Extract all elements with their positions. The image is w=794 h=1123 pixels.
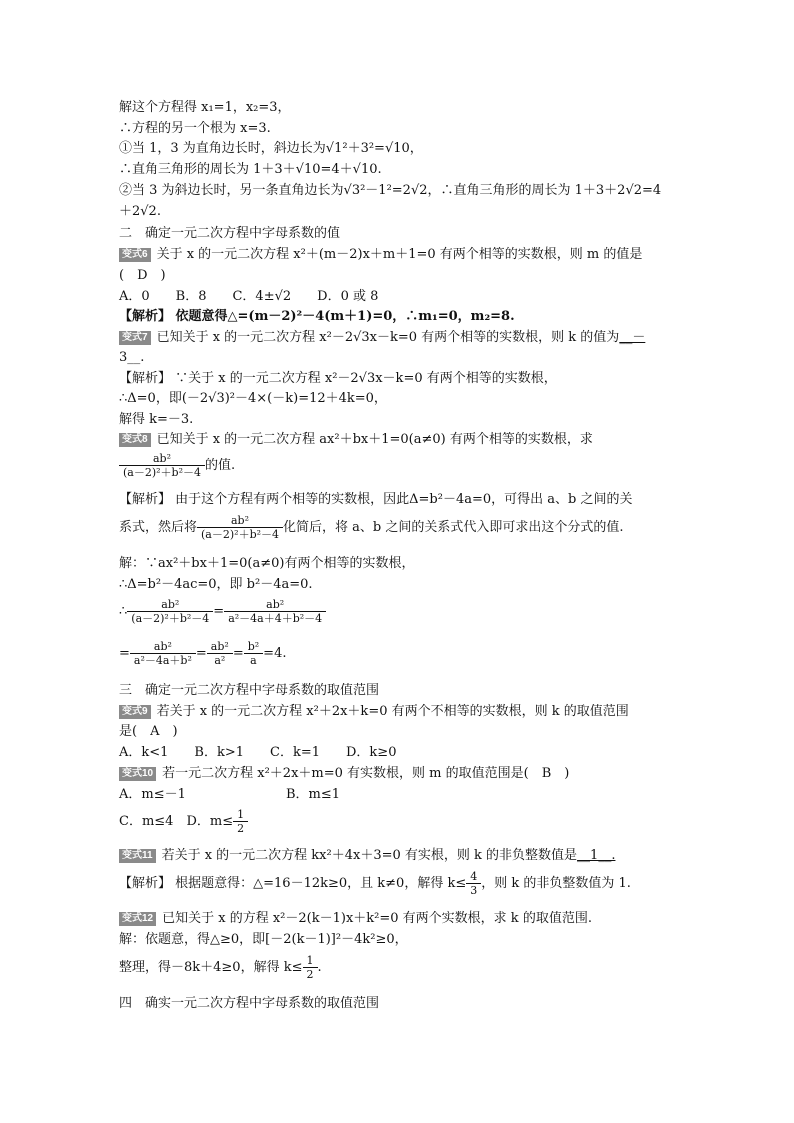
numerator: b² <box>244 640 263 654</box>
text: = <box>232 646 244 661</box>
analysis-line: 【解析】 ∵关于 x 的一元二次方程 x²－2√3x－k=0 有两个相等的实数根， <box>119 371 557 386</box>
denominator: (a－2)²＋b²－4 <box>201 528 280 541</box>
denominator: (a－2)²＋b²－4 <box>123 466 201 479</box>
text-line: ②当 3 为斜边长时，另一条直角边长为√3²－1²=2√2，∴直角三角形的周长为 1＋3＋2√2=4 <box>119 183 662 198</box>
text: . <box>317 960 322 975</box>
text: 系式，然后将 <box>119 520 198 535</box>
exercise-text: 若一元二次方程 x²＋2x＋m=0 有实数根，则 m 的取值范围是( B ) <box>162 766 570 781</box>
text: = <box>213 604 225 619</box>
exercise-12 <box>119 911 592 927</box>
fraction <box>224 598 326 625</box>
options-line <box>119 808 248 836</box>
analysis-line: 【解析】 由于这个方程有两个相等的实数根，因此Δ=b²－4a=0，可得出 a、b 之间的关 <box>119 492 633 507</box>
option-a: A．m≤－1 <box>119 787 186 802</box>
exercise-text: 已知关于 x 的一元二次方程 x²－2√3x－k=0 有两个相等的实数根，则 k 的值为 <box>156 330 620 345</box>
denominator: a²－4a＋b² <box>133 654 192 667</box>
option-b: B．m≤1 <box>286 787 341 802</box>
denominator: a²－4a＋4＋b²－4 <box>228 612 323 625</box>
answer-choice: 是( A ) <box>119 724 178 739</box>
fraction <box>197 514 283 541</box>
exercise-badge: 变式12 <box>119 912 156 926</box>
numerator: 1 <box>233 808 248 822</box>
options-line: A．0 B．8 C．4±√2 D．0 或 8 <box>119 289 379 304</box>
solution-line <box>119 640 286 668</box>
text-line: ∴方程的另一个根为 x=3. <box>119 121 271 136</box>
solution-line <box>119 598 326 626</box>
exercise-badge: 变式9 <box>119 705 151 719</box>
text: =4. <box>263 646 287 661</box>
fraction <box>466 870 481 897</box>
answer-blank: __－ <box>619 330 646 345</box>
fraction <box>127 598 213 625</box>
text-line: ①当 1，3 为直角边长时，斜边长为√1²＋3²=√10， <box>119 141 423 156</box>
denominator: a <box>250 654 257 667</box>
text: 的值. <box>205 458 236 473</box>
exercise-text: 已知关于 x 的方程 x²－2(k－1)x＋k²=0 有两个实数根，求 k 的取值范围. <box>162 911 592 926</box>
exercise-badge: 变式8 <box>119 433 151 447</box>
analysis-line: 【解析】 依题意得△=(m－2)²－4(m＋1)=0，∴m₁=0，m₂=8. <box>119 309 515 324</box>
numerator: ab² <box>224 598 326 612</box>
text: ，则 k 的非负整数值为 1. <box>481 876 631 891</box>
fraction <box>244 640 263 667</box>
numerator: 1 <box>303 954 318 968</box>
analysis-line <box>119 870 631 898</box>
exercise-8 <box>119 432 593 448</box>
text: = <box>119 646 130 661</box>
solution-line: 解：依题意，得△≥0，即[－2(k－1)]²－4k²≥0， <box>119 932 408 947</box>
exercise-badge: 变式10 <box>119 767 156 781</box>
text-line: ∴直角三角形的周长为 1＋3＋√10=4＋√10. <box>119 162 382 177</box>
numerator: ab² <box>130 640 196 654</box>
numerator: ab² <box>119 452 205 466</box>
numerator: ab² <box>207 640 233 654</box>
section-heading: 四 确实一元二次方程中字母系数的取值范围 <box>119 996 380 1011</box>
denominator: 2 <box>306 968 314 981</box>
exercise-text: 若关于 x 的一元二次方程 x²＋2x＋k=0 有两个不相等的实数根，则 k 的取值范围 <box>156 704 629 719</box>
denominator: (a－2)²＋b²－4 <box>131 612 210 625</box>
solution-line <box>119 954 322 982</box>
section-heading: 三 确定一元二次方程中字母系数的取值范围 <box>119 683 380 698</box>
exercise-badge: 变式11 <box>119 849 156 863</box>
analysis-line: ∴Δ=0，即(－2√3)²－4×(－k)=12＋4k=0， <box>119 391 387 406</box>
fraction <box>130 640 196 667</box>
exercise-text: 若关于 x 的一元二次方程 kx²＋4x＋3=0 有实根，则 k 的非负整数值是 <box>161 848 578 863</box>
exercise-9 <box>119 704 629 720</box>
analysis-line <box>119 514 624 541</box>
text: C．m≤4 D．m≤ <box>119 814 234 829</box>
text-line: 解这个方程得 x₁=1，x₂=3， <box>119 100 291 115</box>
denominator: 2 <box>237 822 245 835</box>
text: 【解析】 根据题意得：△=16－12k≥0，且 k≠0，解得 k≤ <box>119 876 467 891</box>
solution-line: ∴Δ=b²－4ac=0，即 b²－4a=0. <box>119 577 313 592</box>
section-heading: 二 确定一元二次方程中字母系数的值 <box>119 226 341 241</box>
fraction <box>207 640 233 667</box>
answer-choice: ( D ) <box>119 268 166 283</box>
denominator: a² <box>214 654 226 667</box>
text: 整理，得－8k＋4≥0，解得 k≤ <box>119 960 303 975</box>
text: ∴ <box>119 604 128 619</box>
exercise-text: 关于 x 的一元二次方程 x²＋(m－2)x＋m＋1=0 有两个相等的实数根，则 m 的值是 <box>156 247 643 262</box>
answer-blank-cont: 3__. <box>119 350 145 365</box>
numerator: ab² <box>197 514 283 528</box>
text-line: ＋2√2. <box>119 204 161 219</box>
fraction-line <box>119 452 235 479</box>
exercise-11 <box>119 848 615 864</box>
fraction <box>233 808 248 835</box>
numerator: ab² <box>127 598 213 612</box>
exercise-badge: 变式7 <box>119 331 151 345</box>
exercise-10 <box>119 766 569 782</box>
text: = <box>195 646 207 661</box>
options-line: A．k<1 B．k>1 C．k=1 D．k≥0 <box>119 745 397 760</box>
fraction <box>119 452 205 479</box>
answer-blank: __1__. <box>577 848 616 863</box>
solution-line: 解：∵ax²＋bx＋1=0(a≠0)有两个相等的实数根， <box>119 556 415 571</box>
analysis-line: 解得 k=－3. <box>119 412 194 427</box>
numerator: 4 <box>466 870 481 884</box>
text: 化简后，将 a、b 之间的关系式代入即可求出这个分式的值. <box>283 520 624 535</box>
exercise-text: 已知关于 x 的一元二次方程 ax²＋bx＋1=0(a≠0) 有两个相等的实数根，求 <box>156 432 593 447</box>
fraction <box>303 954 318 981</box>
exercise-badge: 变式6 <box>119 248 151 262</box>
exercise-6 <box>119 247 642 263</box>
exercise-7 <box>119 330 645 346</box>
denominator: 3 <box>470 884 478 897</box>
